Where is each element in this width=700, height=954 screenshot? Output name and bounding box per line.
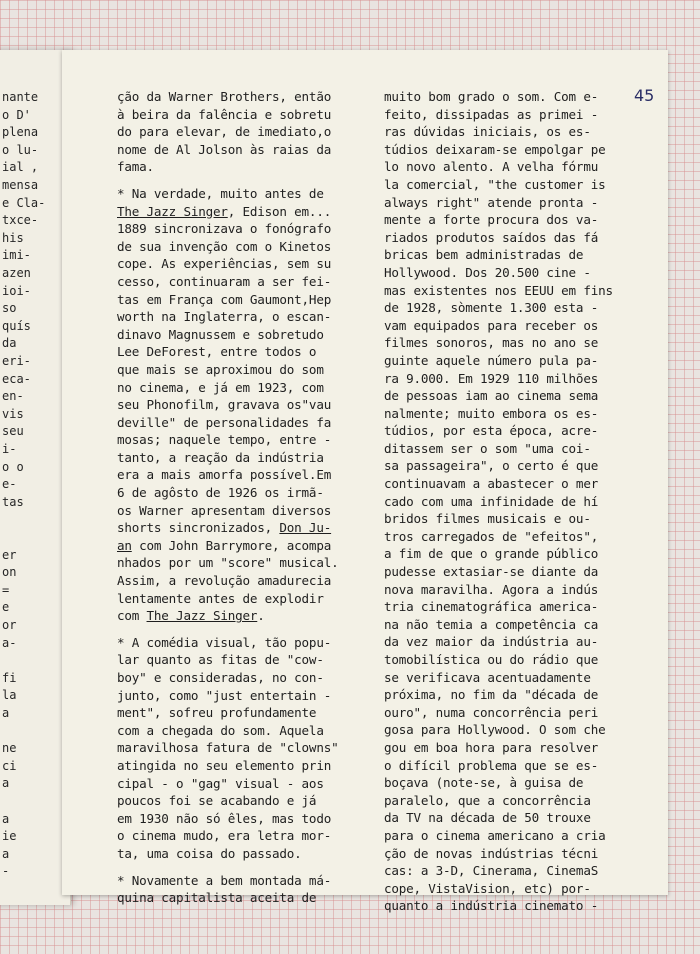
text-line: à beira da falência e sobretu <box>117 106 332 122</box>
left-text-column <box>117 88 370 907</box>
text-line: la comercial, "the customer is <box>384 176 606 192</box>
text-line <box>117 607 370 625</box>
text-line: feito, dissipadas as primei - <box>384 106 599 122</box>
text-line: atingida no seu elemento prin <box>117 757 332 773</box>
text-line: cas: a 3-D, Cinerama, CinemaS <box>384 863 599 879</box>
text-line: worth na Inglaterra, o escan- <box>117 309 332 325</box>
previous-page-fragment: o D' <box>2 107 31 122</box>
previous-page-fragment: imi- <box>2 248 31 263</box>
text-line: tas em França com Gaumont,Hep <box>117 291 332 307</box>
previous-page-fragment: a <box>2 776 10 791</box>
paragraph-gap <box>117 176 370 185</box>
text-line: ra 9.000. Em 1929 110 milhões <box>384 370 599 386</box>
text-line: lar quanto as fitas de "cow- <box>117 652 324 668</box>
previous-page-fragment: ci <box>2 758 17 773</box>
previous-page-fragment: e Cla- <box>2 195 46 210</box>
text-line: always right" atende pronta - <box>384 194 599 210</box>
text-line: que mais se aproximou do som <box>117 361 324 377</box>
text-line: ouro", numa concorrência peri <box>384 704 599 720</box>
text-line: lo novo alento. A velha fórmu <box>384 159 599 175</box>
text-line: na não temia a competência ca <box>384 616 599 632</box>
text-line: poucos foi se acabando e já <box>117 793 317 809</box>
text-line: guinte aquele número pula pa- <box>384 352 599 368</box>
text-line: 6 de agôsto de 1926 os irmã- <box>117 485 324 501</box>
text-line: boy" e consideradas, no con- <box>117 670 324 685</box>
text-line: * A comédia visual, tão popu- <box>117 634 332 650</box>
text-line: continuavam a abastecer o mer <box>384 476 599 492</box>
previous-page-fragment: da <box>2 336 17 351</box>
text-line: no cinema, e já em 1923, com <box>117 379 324 395</box>
text-line: de pessoas iam ao cinema sema <box>384 388 599 404</box>
text-line: do para elevar, de imediato,o <box>117 124 332 140</box>
text-line: tanto, a reação da indústria <box>117 449 324 465</box>
paragraph-gap <box>117 863 370 872</box>
text-line: 1889 sincronizava o fonógrafo <box>117 221 332 237</box>
text-line: cipal - o "gag" visual - aos <box>117 775 324 791</box>
previous-page-fragment: o o <box>2 459 24 474</box>
page-number: 45 <box>634 86 655 105</box>
previous-page-fragment: - <box>2 864 10 879</box>
text-line: muito bom grado o som. Com e- <box>384 89 599 104</box>
text-line: seu Phonofilm, gravava os"vau <box>117 397 332 413</box>
previous-page-fragment: his <box>2 230 24 245</box>
right-text-column <box>384 88 632 915</box>
text-line: ta, uma coisa do passado. <box>117 845 302 861</box>
text-line: fama. <box>117 159 154 175</box>
text-line: filmes sonoros, mas no ano se <box>384 335 599 351</box>
text-line: a fim de que o grande público <box>384 546 599 562</box>
text-line: gosa para Hollywood. O som che <box>384 722 606 738</box>
text-line: tomobilística ou do rádio que <box>384 652 599 667</box>
text-line: da TV na década de 50 trouxe <box>384 810 591 826</box>
text-line: * Na verdade, muito antes de <box>117 185 324 201</box>
text-line: nhados por um "score" musical. <box>117 555 339 571</box>
previous-page-fragment: eca- <box>2 371 31 386</box>
text-line: para o cinema americano a cria <box>384 827 606 843</box>
previous-page-fragment: quís <box>2 318 31 333</box>
underlined-title: The Jazz Singer <box>146 608 258 624</box>
previous-page-fragment: e- <box>2 477 17 492</box>
text-line: mas existentes nos EEUU em fins <box>384 282 613 298</box>
text-line: cope. As experiências, sem su <box>117 256 332 272</box>
text-line: ção da Warner Brothers, então <box>117 89 332 104</box>
text-line: maravilhosa fatura de "clowns" <box>117 740 339 756</box>
text-line: gou em boa hora para resolver <box>384 739 599 755</box>
previous-page-fragment: en- <box>2 389 24 404</box>
previous-page-fragment: mensa <box>2 178 39 192</box>
text-line: de 1928, sòmente 1.300 esta - <box>384 300 599 316</box>
previous-page-fragment: eri- <box>2 354 31 368</box>
paragraph-gap <box>117 625 370 634</box>
text-line: de sua invenção com o Kinetos <box>117 238 332 254</box>
previous-page-fragment: seu <box>2 424 24 439</box>
text-line: nome de Al Jolson às raias da <box>117 141 332 157</box>
underlined-title: an <box>117 537 132 553</box>
text-line: quina capitalista aceita de <box>117 890 317 906</box>
text-line: nova maravilha. Agora a indús <box>384 581 599 597</box>
text-line: ras dúvidas iniciais, os es- <box>384 124 591 140</box>
previous-page-fragment: vis <box>2 406 24 421</box>
underlined-title: Don Ju- <box>279 520 332 536</box>
text-line: os Warner apresentam diversos <box>117 502 332 518</box>
text-line: o cinema mudo, era letra mor- <box>117 828 332 844</box>
text-line: paralelo, que a concorrência <box>384 792 591 808</box>
text-line: Assim, a revolução amadurecia <box>117 573 332 589</box>
previous-page-fragment: plena <box>2 125 39 140</box>
previous-page-fragment: er <box>2 547 17 562</box>
previous-page-edge <box>0 50 71 905</box>
text-line: mosas; naquele tempo, entre - <box>117 432 332 448</box>
text-segment: . <box>257 608 265 624</box>
text-line: quanto a indústria cinemato - <box>384 898 599 914</box>
previous-page-fragment: fi <box>2 670 17 685</box>
text-line <box>117 203 370 221</box>
previous-page-fragment: e <box>2 600 10 615</box>
previous-page-fragment: ie <box>2 829 17 844</box>
text-line: cado com uma infinidade de hí <box>384 493 599 509</box>
text-line: se verificava acentuadamente <box>384 669 591 685</box>
text-line: Hollywood. Dos 20.500 cine - <box>384 264 591 280</box>
text-line: cesso, continuaram a ser fei- <box>117 273 332 289</box>
text-line: era a mais amorfa possível.Em <box>117 467 332 483</box>
text-segment: , Edison em... <box>227 203 332 219</box>
previous-page-fragment: a <box>2 811 10 826</box>
previous-page-fragment: = <box>2 582 10 597</box>
text-line: nalmente; muito embora os es- <box>384 405 599 421</box>
text-line: próxima, no fim da "década de <box>384 687 599 703</box>
text-line: riados produtos saídos das fá <box>384 229 599 245</box>
previous-page-fragment: i- <box>2 442 17 456</box>
text-line: * Novamente a bem montada má- <box>117 872 332 888</box>
text-line: sa passageira", o certo é que <box>384 458 599 474</box>
underlined-title: The Jazz Singer <box>117 203 228 219</box>
text-line <box>117 519 370 537</box>
text-line: vam equipados para receber os <box>384 317 599 333</box>
previous-page-fragment: ial , <box>2 160 39 175</box>
text-line: cope, VistaVision, etc) por- <box>384 880 591 896</box>
previous-page-fragment: txce- <box>2 213 39 228</box>
text-line: túdios deixaram-se empolgar pe <box>384 141 606 157</box>
previous-page-fragment: o lu- <box>2 142 39 157</box>
text-line: em 1930 não só êles, mas todo <box>117 810 332 826</box>
previous-page-fragment: tas <box>2 494 24 509</box>
previous-page-fragment: so <box>2 301 17 316</box>
text-line: ção de novas indústrias técni <box>384 845 599 861</box>
previous-page-fragment: a <box>2 846 10 861</box>
previous-page-fragment: on <box>2 565 17 580</box>
previous-page-fragment: a <box>2 706 10 720</box>
text-line: dinavo Magnussem e sobretudo <box>117 326 324 342</box>
previous-page-fragment: ioi- <box>2 283 31 298</box>
document-page <box>62 50 668 914</box>
text-segment: com John Barrymore, acompa <box>131 537 332 553</box>
text-line: ditassem ser o som "uma coi- <box>384 440 591 456</box>
previous-page-fragment: ne <box>2 741 17 756</box>
previous-page-fragment: nante <box>2 90 39 104</box>
text-line: lentamente antes de explodir <box>117 590 324 606</box>
text-line: o difícil problema que se es- <box>384 757 599 773</box>
previous-page-fragment: azen <box>2 266 31 280</box>
text-line: tria cinematográfica america- <box>384 599 599 615</box>
previous-page-fragment: a- <box>2 635 17 650</box>
previous-page-fragment: la <box>2 688 17 703</box>
text-line: Lee DeForest, entre todos o <box>117 344 317 360</box>
text-line: da vez maior da indústria au- <box>384 634 599 650</box>
text-line: ment", sofreu profundamente <box>117 705 317 721</box>
previous-page-fragment: or <box>2 618 17 632</box>
text-line: tros carregados de "efeitos", <box>384 528 599 544</box>
text-line: bricas bem administradas de <box>384 247 584 263</box>
text-line: pudesse extasiar-se diante da <box>384 564 599 580</box>
text-line: com a chegada do som. Aquela <box>117 722 324 738</box>
text-line: junto, como "just entertain - <box>117 687 332 703</box>
text-line: mente a forte procura dos va- <box>384 212 599 228</box>
text-line: deville" de personalidades fa <box>117 414 332 430</box>
text-line <box>117 537 370 555</box>
text-segment: com <box>117 608 147 624</box>
text-line: túdios, por esta época, acre- <box>384 423 599 439</box>
text-line: boçava (note-se, à guisa de <box>384 775 584 791</box>
text-line: bridos filmes musicais e ou- <box>384 511 591 527</box>
text-segment: shorts sincronizados, <box>117 520 280 536</box>
